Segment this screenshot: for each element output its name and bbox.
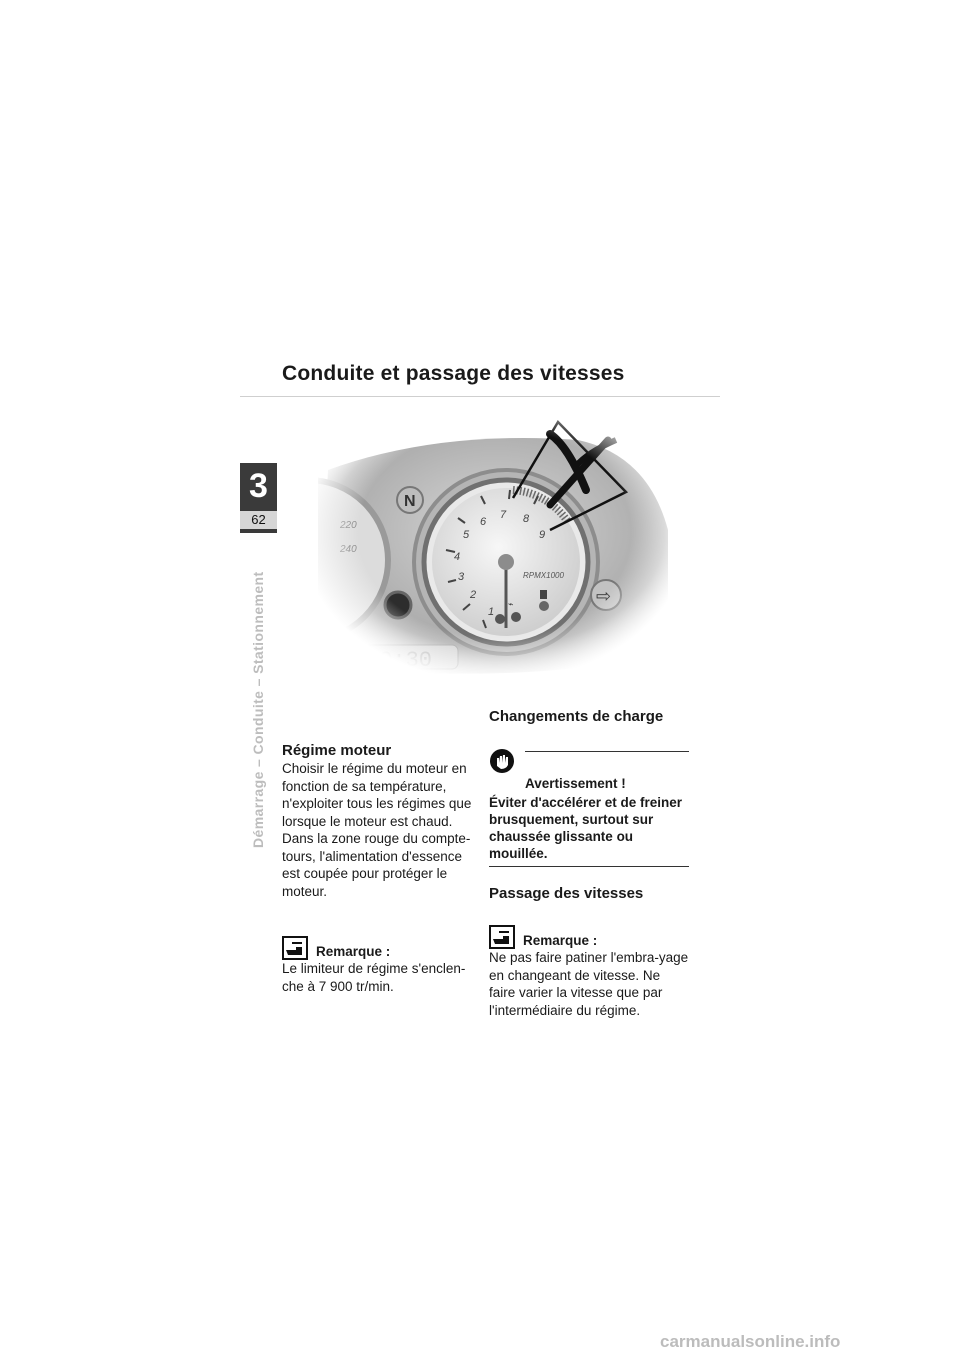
warning-text: Éviter d'accélérer et de freiner brusquement, surtout sur chaussée glissante ou mouillée. — [489, 795, 683, 861]
right-column — [489, 708, 689, 1019]
note-label: Remarque : — [523, 933, 598, 948]
page-title: Conduite et passage des vitesses — [282, 362, 625, 385]
note-block-limiter — [282, 936, 480, 995]
chapter-side-label: Démarrage – Conduite – Stationnement — [250, 571, 266, 848]
heading-engine-speed: Régime moteur — [282, 742, 392, 759]
engine-speed-text: Choisir le régime du moteur en fonction de sa température, n'exploiter tous les régimes que lorsque le moteur est chaud. Dans la zone rouge du compte-tours, l'alimentation d'essence est coupée pour protéger le moteur. — [282, 761, 472, 899]
note-limiter-text: Le limiteur de régime s'enclen-che à 7 900 tr/min. — [282, 961, 466, 994]
warning-label: Avertissement ! — [525, 776, 626, 791]
left-column — [282, 742, 480, 995]
note-label: Remarque : — [316, 944, 391, 959]
chapter-number: 3 — [249, 467, 268, 505]
note-hand-icon — [489, 925, 515, 949]
footer-watermark: carmanualsonline.info — [660, 1332, 841, 1351]
warning-hand-icon — [489, 748, 515, 774]
note-clutch-text: Ne pas faire patiner l'embra-yage en changeant de vitesse. Ne faire varier la vitesse que par l'intermédiaire du régime. — [489, 950, 689, 1018]
warning-rule — [525, 751, 689, 752]
warning-block — [489, 748, 689, 867]
note-hand-icon — [282, 936, 308, 960]
heading-gear-shifting: Passage des vitesses — [489, 885, 644, 902]
page-number: 62 — [240, 511, 277, 529]
heading-load-changes: Changements de charge — [489, 708, 664, 725]
note-block-clutch — [489, 925, 689, 1019]
title-divider — [240, 396, 720, 397]
dashboard-illustration — [318, 410, 672, 682]
chapter-tab — [240, 463, 277, 533]
